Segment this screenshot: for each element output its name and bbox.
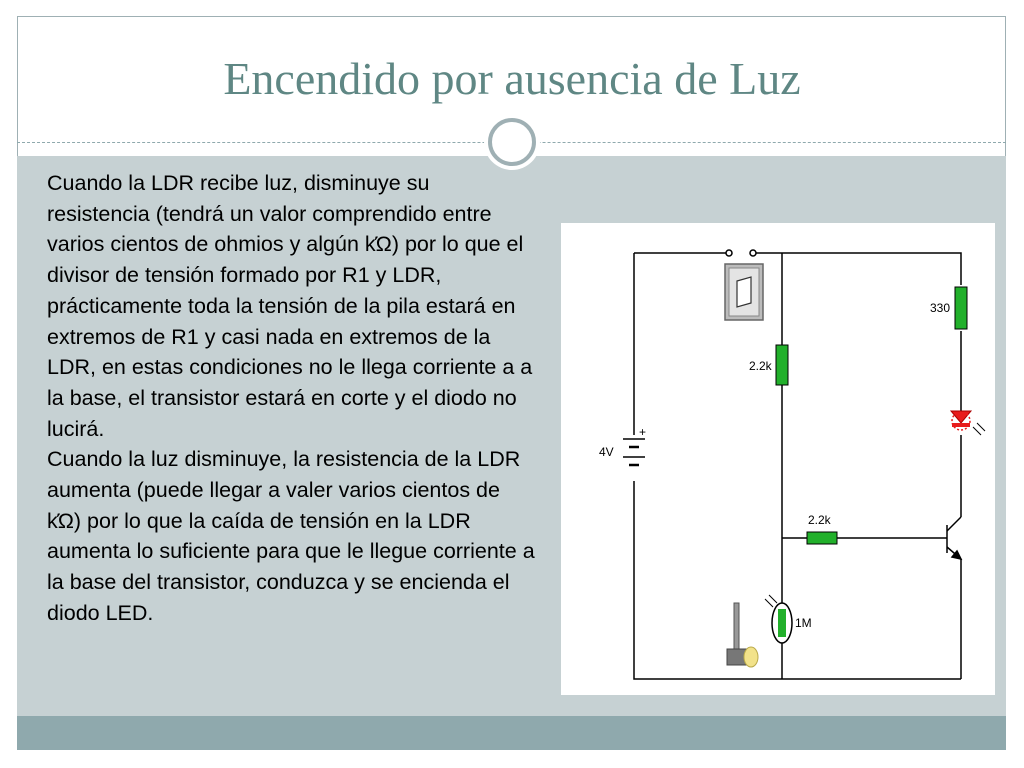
- switch-icon: [725, 250, 763, 320]
- ldr-label: 1M: [795, 616, 812, 630]
- wire-top-right: [756, 253, 961, 285]
- slide-title: Encendido por ausencia de Luz: [223, 53, 801, 104]
- bottom-band: [17, 716, 1006, 750]
- body-text: [47, 168, 537, 629]
- resistor-r1-label: 2.2k: [749, 359, 772, 373]
- resistor-collector-label: 330: [930, 301, 951, 315]
- paragraph-light: Cuando la LDR recibe luz, disminuye su resistencia (tendrá un valor comprendido entre varios cientos de ohmios y algún kΏ) por lo que el divisor de tensión formado por R1 y LDR, prácticamente toda la tensión de la pila estará en extremos de R1 y casi nada en extremos de la LDR, en estas condiciones no le llega corriente a a la base, el transistor estará en corte y el diodo no lucirá.: [47, 171, 533, 441]
- battery-icon: [621, 435, 647, 481]
- paragraph-dark: Cuando la luz disminuye, la resistencia de la LDR aumenta (puede llegar a valer varios cientos de kΏ) por lo que la caída de tensión en la LDR aumenta lo suficiente para que le llegue corriente a la base del transistor, conduzca y se encienda el diodo LED.: [47, 447, 535, 625]
- resistor-base: [807, 532, 837, 544]
- circuit-diagram: [561, 223, 995, 695]
- battery-plus-label: +: [639, 425, 647, 439]
- circle-ornament-icon: [488, 118, 536, 166]
- resistor-base-label: 2.2k: [808, 513, 831, 527]
- resistor-collector: [955, 287, 967, 329]
- lamp-slider-icon: [727, 603, 758, 667]
- ldr-icon: [765, 595, 792, 643]
- transistor-icon: [947, 517, 961, 559]
- battery-label: 4V: [599, 445, 614, 459]
- circuit-svg: [561, 223, 995, 695]
- led-icon: [951, 411, 985, 435]
- resistor-r1: [776, 345, 788, 385]
